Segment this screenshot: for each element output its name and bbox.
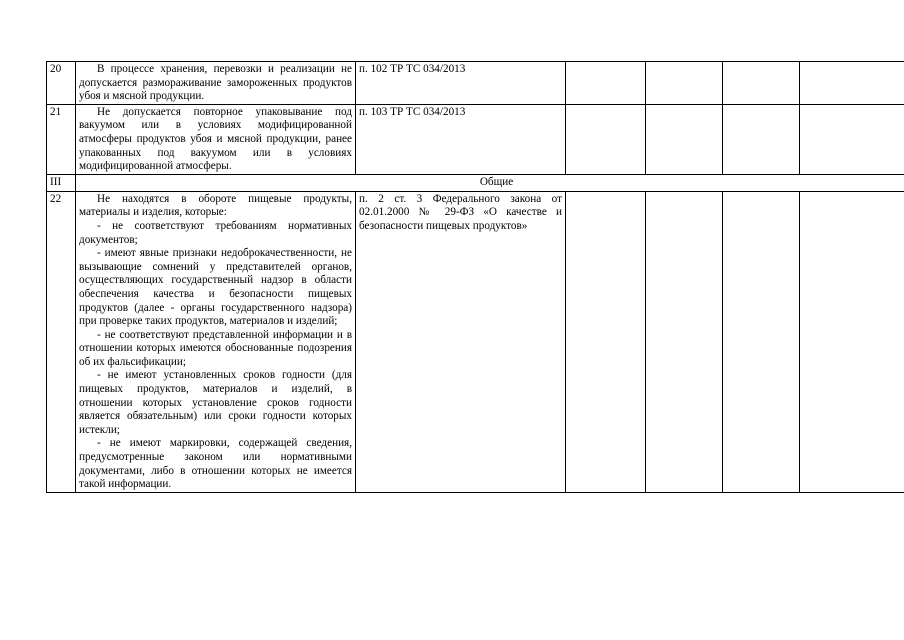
empty-cell — [566, 62, 646, 105]
row-number: 20 — [47, 62, 76, 105]
row-number: 22 — [47, 191, 76, 492]
requirement-intro: Не находятся в обороте пищевые продукты, материалы и изделия, которые: — [79, 192, 352, 219]
empty-cell — [646, 62, 723, 105]
section-number: III — [47, 174, 76, 191]
empty-cell — [723, 191, 800, 492]
reference-cell: п. 2 ст. 3 Федерального закона от 02.01.2000 № 29-ФЗ «О качестве и безопасности пищевых продуктов» — [356, 191, 566, 492]
empty-cell — [566, 104, 646, 174]
requirement-list-item: - не соответствуют требованиям нормативных документов; — [79, 219, 352, 246]
requirements-table — [46, 61, 904, 493]
empty-cell — [646, 104, 723, 174]
requirement-list-item: - не имеют маркировки, содержащей сведения, предусмотренные законом или нормативными документами, либо в отношении которых не имеется такой информации. — [79, 437, 352, 491]
empty-cell — [566, 191, 646, 492]
requirement-cell — [76, 191, 356, 492]
requirement-cell — [76, 62, 356, 105]
requirement-list-item: - не имеют установленных сроков годности (для пищевых продуктов, материалов и изделий, в отношении которых установление сроков годности является обязательным) или сроки годности которых истекли; — [79, 369, 352, 436]
requirement-text: В процессе хранения, перевозки и реализации не допускается размораживание замороженных продуктов убоя и мясной продукции. — [79, 63, 352, 103]
empty-cell — [723, 62, 800, 105]
table-row — [47, 191, 904, 492]
requirement-text: Не допускается повторное упаковывание под вакуумом или в условиях модифицированной атмосферы продуктов убоя и мясной продукции, ранее упакованных под вакуумом или в условиях модифицированной атмосферы. — [79, 105, 352, 173]
empty-cell — [800, 191, 904, 492]
table-row — [47, 104, 904, 174]
requirement-list-item: - не соответствуют представленной информации и в отношении которых имеются обоснованные подозрения об их фальсификации; — [79, 328, 352, 368]
table-row — [47, 62, 904, 105]
row-number: 21 — [47, 104, 76, 174]
requirement-cell — [76, 104, 356, 174]
section-row — [47, 174, 904, 191]
empty-cell — [646, 191, 723, 492]
empty-cell — [800, 62, 904, 105]
requirement-list-item: - имеют явные признаки недоброкачественности, не вызывающие сомнений у представителей органов, осуществляющих государственный надзор в области обеспечения качества и безопасности пищевых продуктов (далее - органы государственного надзора) при проверке таких продуктов, материалов и изделий; — [79, 247, 352, 328]
empty-cell — [800, 104, 904, 174]
reference-cell: п. 103 ТР ТС 034/2013 — [356, 104, 566, 174]
empty-cell — [723, 104, 800, 174]
section-title: Общие — [76, 174, 904, 191]
reference-cell: п. 102 ТР ТС 034/2013 — [356, 62, 566, 105]
